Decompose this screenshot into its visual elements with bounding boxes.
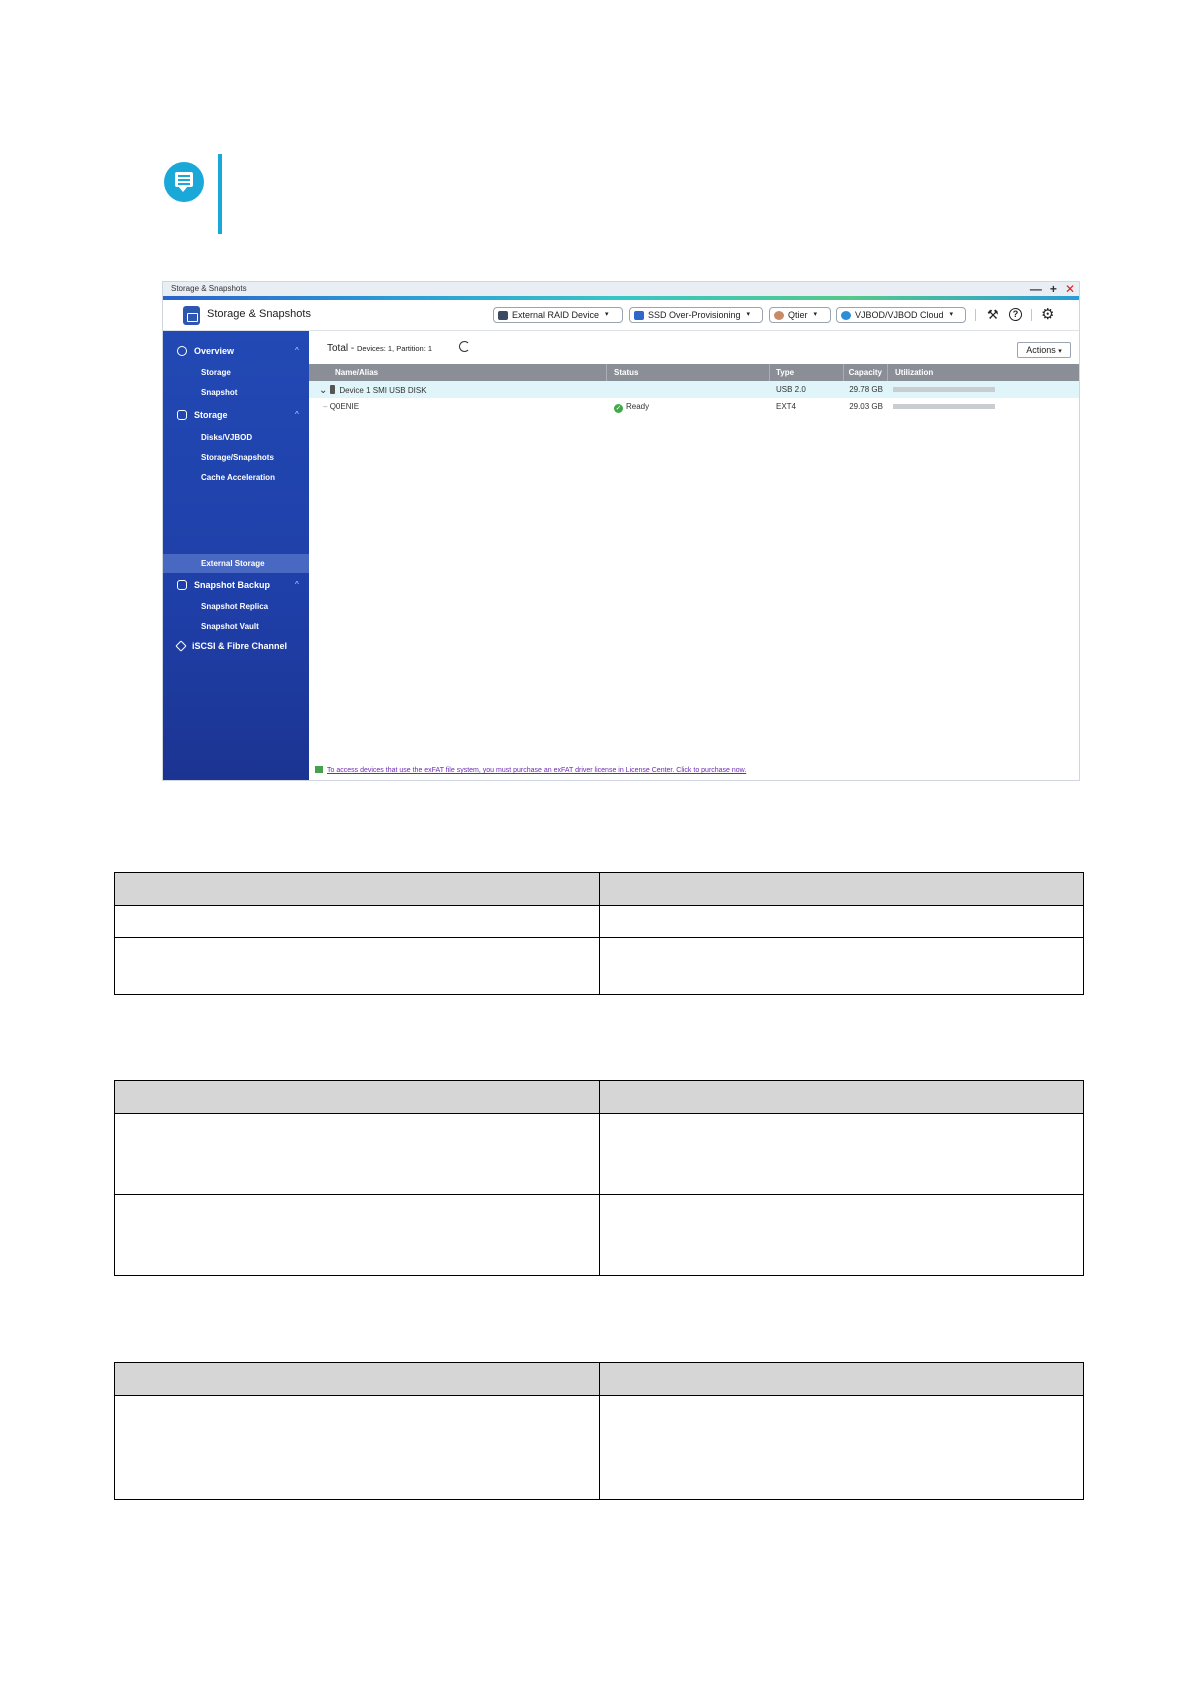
toolbar-divider (975, 309, 976, 321)
ssd-over-provisioning-button[interactable]: SSD Over-Provisioning ▾ (629, 307, 763, 323)
table-cell (115, 1396, 600, 1500)
total-summary (327, 343, 432, 354)
utilization-bar (893, 404, 995, 409)
storage-app-icon (183, 306, 200, 325)
vjbod-cloud-icon (841, 311, 851, 320)
table-header-cell (600, 1081, 1084, 1114)
table-row (115, 906, 1084, 938)
dashboard-icon (177, 346, 187, 356)
table-cell (600, 1195, 1084, 1276)
table-header-cell (115, 1081, 600, 1114)
check-circle-icon: ✓ (615, 405, 622, 412)
column-divider (606, 364, 607, 381)
minimize-button[interactable]: — (1029, 282, 1042, 296)
column-header-capacity[interactable]: Capacity (848, 368, 882, 377)
column-header-utilization[interactable]: Utilization (895, 368, 934, 377)
qtier-icon (774, 311, 784, 320)
usb-disk-icon (330, 385, 335, 394)
chevron-down-icon: ▾ (605, 311, 609, 318)
toolbar-divider (1031, 309, 1032, 321)
partition-row-label: – Q0ENIE (323, 402, 360, 411)
snapshot-backup-icon (177, 580, 187, 590)
table-header-cell (600, 1363, 1084, 1396)
table-cell (115, 1114, 600, 1195)
refresh-icon[interactable] (459, 341, 470, 352)
sidebar-item-storage-overview[interactable]: Storage (201, 368, 231, 377)
help-icon[interactable]: ? (1009, 308, 1022, 321)
main-panel (309, 331, 1080, 781)
table-cell (115, 906, 600, 938)
table-row[interactable] (309, 398, 1080, 415)
table-header (309, 364, 1080, 381)
chevron-up-icon[interactable]: ^ (295, 410, 299, 419)
doc-table-2 (114, 1080, 1084, 1276)
app-window (162, 281, 1080, 781)
external-raid-button[interactable]: External RAID Device ▾ (493, 307, 623, 323)
device-row-label: ⌄ Device 1 SMI USB DISK (319, 385, 427, 396)
vjbod-cloud-button[interactable]: VJBOD/VJBOD Cloud ▾ (836, 307, 966, 323)
doc-table-1 (114, 872, 1084, 995)
table-cell (600, 938, 1084, 995)
note-divider (218, 154, 222, 234)
sidebar-item-snapshot-vault[interactable]: Snapshot Vault (201, 622, 259, 631)
exfat-license-link[interactable]: To access devices that use the exFAT file system, you must purchase an exFAT driver license in License Center. Click to purchase now. (315, 766, 746, 774)
sidebar-group-snapshot-backup[interactable]: Snapshot Backup (177, 580, 270, 590)
license-icon (315, 766, 323, 773)
sidebar-item-disks-vjbod[interactable]: Disks/VJBOD (201, 433, 253, 442)
sidebar-group-iscsi[interactable]: iSCSI & Fibre Channel (177, 641, 287, 651)
chevron-down-icon: ▾ (1058, 348, 1062, 355)
window-titlebar (163, 282, 1079, 296)
table-row (115, 1396, 1084, 1500)
raid-device-icon (498, 311, 508, 320)
table-cell (600, 1396, 1084, 1500)
table-header-cell (115, 1363, 600, 1396)
table-header-cell (115, 873, 600, 906)
ssd-icon (634, 311, 644, 320)
table-row[interactable] (309, 381, 1080, 398)
iscsi-icon (175, 640, 186, 651)
app-title: Storage & Snapshots (207, 308, 311, 320)
chevron-up-icon[interactable]: ^ (295, 346, 299, 355)
app-header (163, 300, 1079, 331)
table-cell (600, 1114, 1084, 1195)
column-header-name[interactable]: Name/Alias (335, 368, 379, 377)
chevron-down-icon[interactable]: ⌄ (319, 385, 328, 396)
total-label: Total - (327, 343, 355, 354)
table-row (115, 1114, 1084, 1195)
row-capacity: 29.03 GB (849, 402, 883, 411)
table-cell (115, 938, 600, 995)
close-button[interactable]: ✕ (1064, 282, 1075, 296)
row-type: EXT4 (776, 402, 797, 411)
tools-icon[interactable]: ⚒ (987, 307, 999, 322)
tree-branch-icon: – (323, 402, 328, 411)
chevron-down-icon: ▾ (949, 311, 954, 318)
utilization-bar (893, 387, 995, 392)
row-type: USB 2.0 (776, 385, 806, 394)
table-row (115, 938, 1084, 995)
table-header-cell (600, 873, 1084, 906)
maximize-button[interactable]: + (1049, 282, 1057, 296)
table-row (115, 1195, 1084, 1276)
column-divider (843, 364, 844, 381)
doc-table-3 (114, 1362, 1084, 1500)
devices-count: Devices: 1, Partition: 1 (357, 344, 433, 353)
column-divider (887, 364, 888, 381)
chevron-up-icon[interactable]: ^ (295, 580, 299, 589)
sidebar-item-cache-acceleration[interactable]: Cache Acceleration (201, 473, 275, 482)
note-icon (164, 162, 204, 202)
qtier-button[interactable]: Qtier ▾ (769, 307, 831, 323)
table-cell (600, 906, 1084, 938)
chevron-down-icon: ▾ (746, 311, 751, 318)
gear-icon[interactable]: ⚙ (1041, 306, 1055, 323)
sidebar-item-snapshot-replica[interactable]: Snapshot Replica (201, 602, 269, 611)
sidebar-item-external-storage[interactable]: External Storage (201, 559, 265, 568)
column-header-status[interactable]: Status (614, 368, 639, 377)
chevron-down-icon: ▾ (813, 311, 818, 318)
sidebar (163, 331, 309, 781)
column-header-type[interactable]: Type (776, 368, 795, 377)
column-divider (769, 364, 770, 381)
database-icon (177, 410, 187, 420)
window-title: Storage & Snapshots (171, 284, 247, 293)
row-capacity: 29.78 GB (849, 385, 883, 394)
sidebar-item-storage-snapshots[interactable]: Storage/Snapshots (201, 453, 274, 462)
row-status: ✓ Ready (615, 402, 650, 412)
sidebar-group-overview[interactable]: Overview (177, 346, 234, 356)
actions-button[interactable]: Actions ▾ (1017, 342, 1071, 358)
sidebar-group-storage[interactable]: Storage (177, 410, 228, 420)
table-cell (115, 1195, 600, 1276)
sidebar-item-snapshot-overview[interactable]: Snapshot (201, 388, 238, 397)
